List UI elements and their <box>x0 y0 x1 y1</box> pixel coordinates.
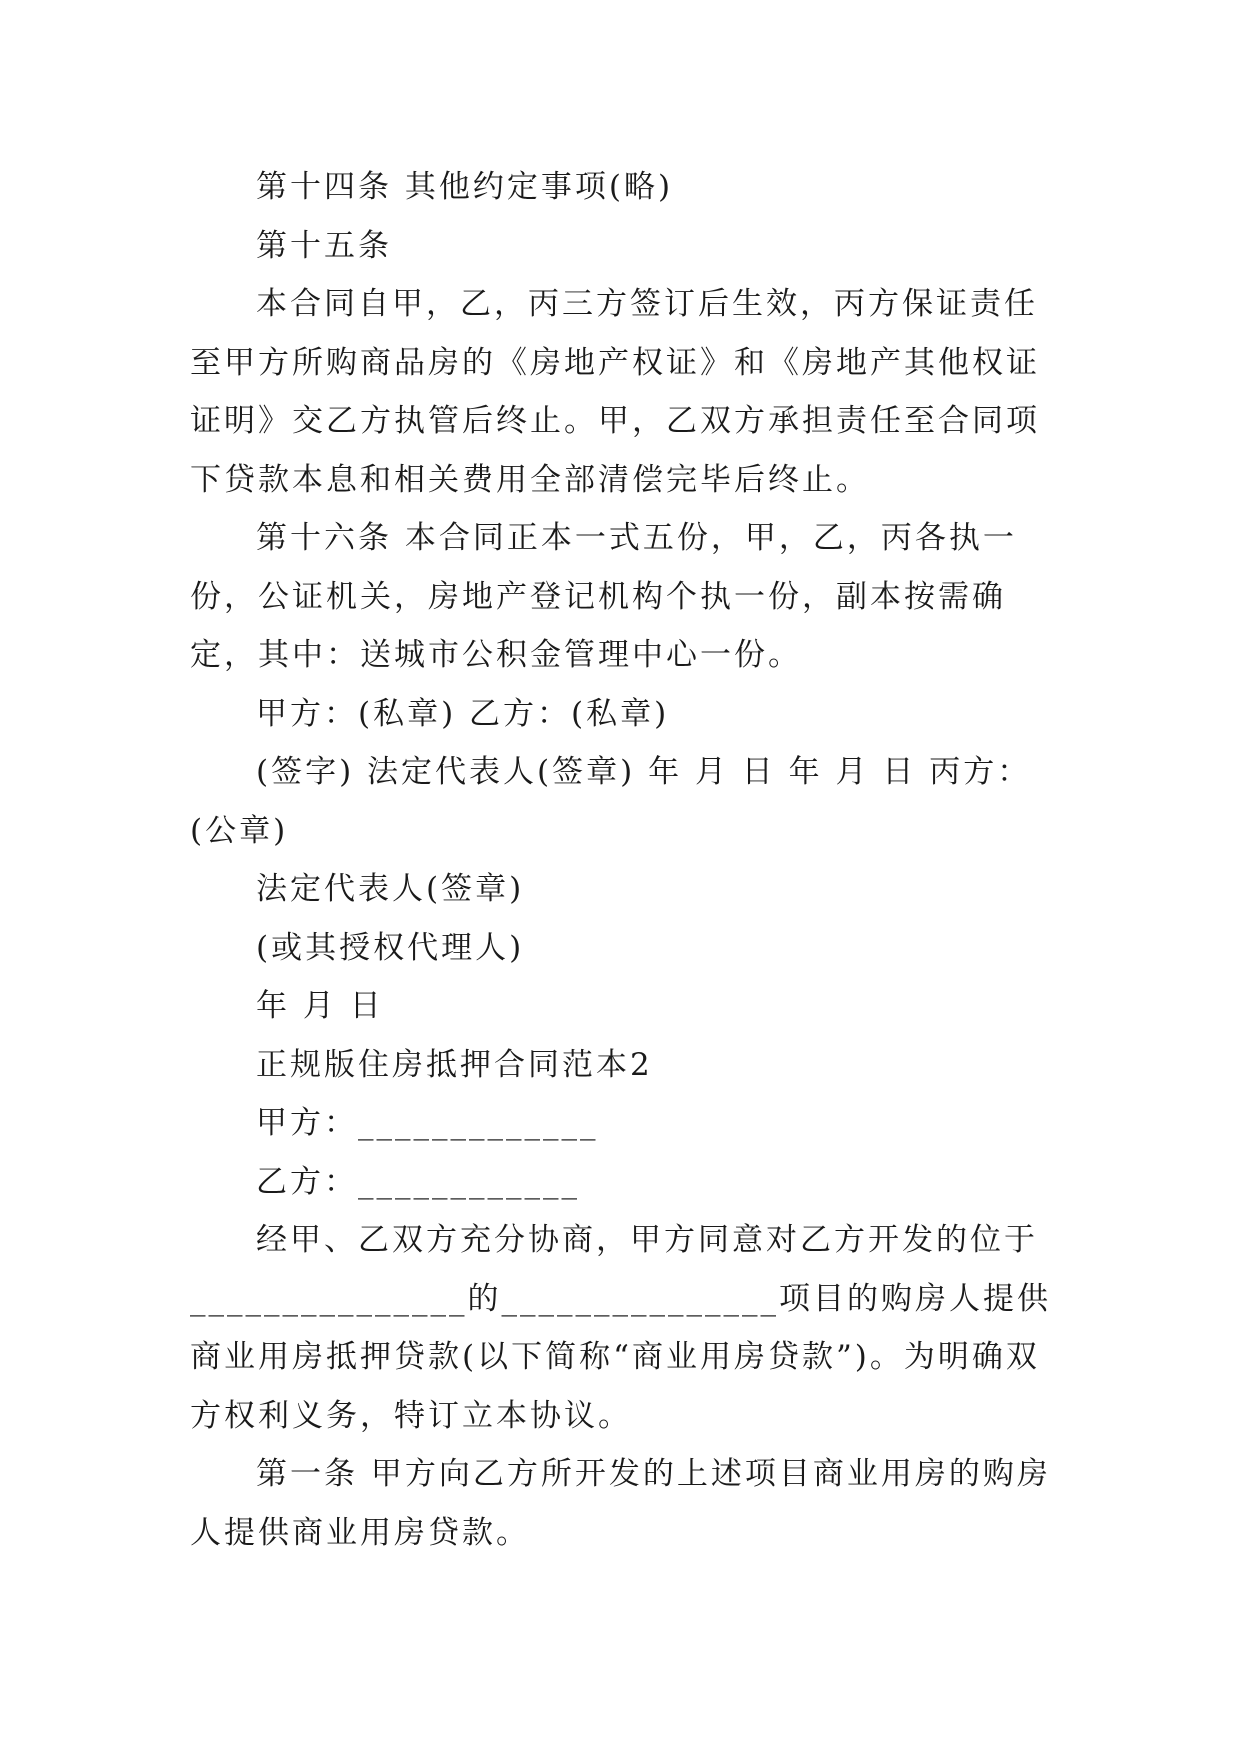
document-body <box>190 158 1052 1562</box>
article-14-heading: 第十四条 其他约定事项(略) <box>256 169 674 205</box>
legal-representative-line: 法定代表人(签章) <box>256 871 525 907</box>
article-15-paragraph: 本合同自甲，乙，丙三方签订后生效，丙方保证责任至甲方所购商品房的《房地产权证》和《房地产其他权证证明》交乙方执管后终止。甲，乙双方承担责任至合同项下贷款本息和相关费用全部清偿完毕后终止。 <box>190 286 1040 498</box>
preamble-paragraph: 经甲、乙双方充分协商，甲方同意对乙方开发的位于_______________的_______________项目的购房人提供商业用房抵押贷款(以下简称“商业用房贷款”)。为明确双方权利义务，特订立本协议。 <box>190 1222 1051 1434</box>
article-15-heading: 第十五条 <box>256 227 392 264</box>
article-1-paragraph: 第一条 甲方向乙方所开发的上述项目商业用房的购房人提供商业用房贷款。 <box>190 1456 1051 1551</box>
party-a-field: 甲方：_____________ <box>256 1105 599 1141</box>
date-line: 年 月 日 <box>256 988 384 1024</box>
signature-line-party-c: (签字) 法定代表人(签章) 年 月 日 年 月 日 丙方：(公章) <box>190 754 1032 849</box>
contract-2-title: 正规版住房抵押合同范本2 <box>256 1046 653 1083</box>
authorized-agent-line: (或其授权代理人) <box>256 929 525 966</box>
article-16-paragraph: 第十六条 本合同正本一式五份，甲，乙，丙各执一份，公证机关，房地产登记机构个执一份，副本按需确定，其中：送城市公积金管理中心一份。 <box>190 520 1017 673</box>
party-b-field: 乙方：____________ <box>256 1163 580 1200</box>
signature-line-party-a-b: 甲方：(私章) 乙方：(私章) <box>256 695 670 732</box>
